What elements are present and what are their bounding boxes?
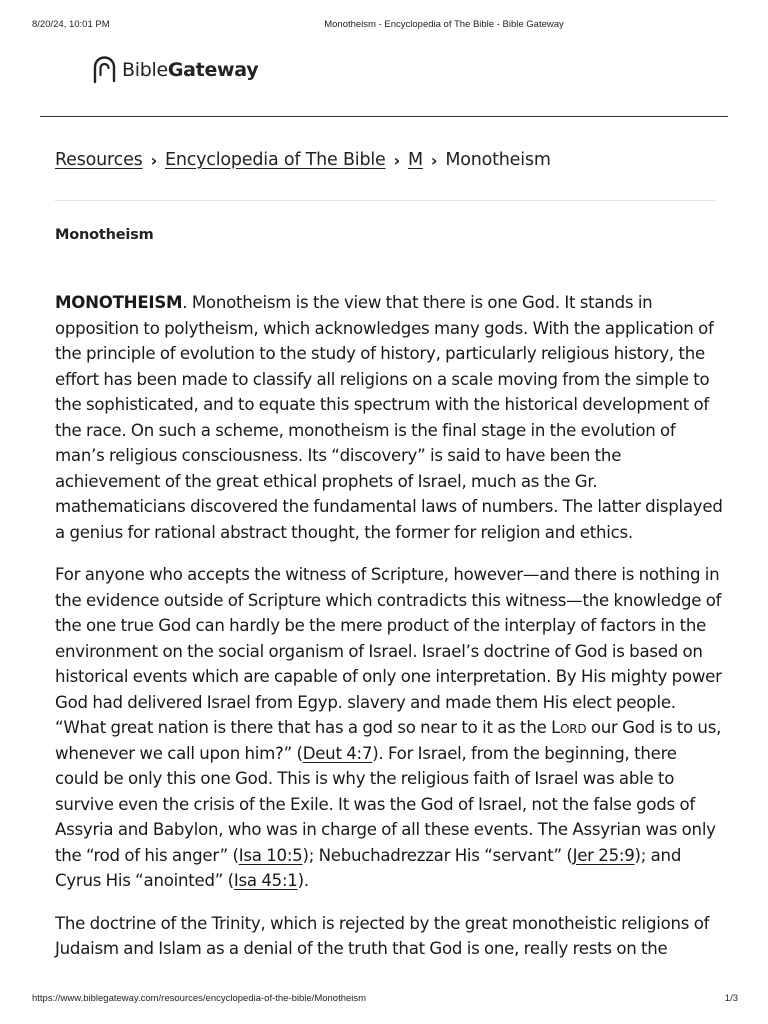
scripture-ref-isa-45-1[interactable]: Isa 45:1 xyxy=(233,871,298,890)
print-url: https://www.biblegateway.com/resources/encyclopedia-of-the-bible/Monotheism xyxy=(32,993,367,1004)
breadcrumb xyxy=(55,150,551,170)
article-title: Monotheism xyxy=(55,227,154,243)
breadcrumb-resources[interactable]: Resources xyxy=(55,150,143,170)
header-divider xyxy=(40,116,728,117)
breadcrumb-separator-icon: › xyxy=(150,150,157,170)
paragraph-2-text-f: ). xyxy=(297,871,309,890)
breadcrumb-divider xyxy=(55,200,715,201)
breadcrumb-separator-icon: › xyxy=(430,150,438,170)
article-body xyxy=(55,290,723,979)
paragraph-2-text-e: ); and Cyrus His “anointed” ( xyxy=(55,845,682,890)
breadcrumb-current: Monotheism xyxy=(445,150,551,170)
scripture-ref-jer-25-9[interactable]: Jer 25:9 xyxy=(572,845,635,865)
paragraph-2-text-b: our God is to us, whenever we call upon him?” ( xyxy=(55,718,722,763)
scripture-ref-isa-10-5[interactable]: Isa 10:5 xyxy=(238,845,303,865)
paragraph-1-text: . Monotheism is the view that there is one God. It stands in opposition to polytheism, which acknowledges many gods. With the application of the principle of evolution to the study of history, particularly religious history, the effort has been made to classify all religions on a scale moving from the simple to the sophisticated, and to equate this spectrum with the historical development of the race. On such a scheme, monotheism is the final stage in the evolution of man’s religious consciousness. Its “discovery” is said to have been the achievement of the great ethical prophets of Israel, much as the Gr. mathematicians discovered the fundamental laws of numbers. The latter displayed a genius for rational abstract thought, the former for religion and ethics. xyxy=(55,293,723,542)
breadcrumb-separator-icon: › xyxy=(393,150,400,170)
paragraph-2 xyxy=(55,562,723,894)
paragraph-2-text-d: ); Nebuchadrezzar His “servant” ( xyxy=(302,845,573,865)
paragraph-1 xyxy=(55,290,723,545)
paragraph-2-text-c: ). For Israel, from the beginning, there could be only this one God. This is why the religious faith of Israel was able to survive even the crisis of the Exile. It was the God of Israel, not the false gods of Assyria and Babylon, who was in charge of all these events. The Assyrian was only the “rod of his anger” ( xyxy=(55,743,716,865)
logo-text-bold: Gateway xyxy=(167,59,259,81)
print-page-number: 1/3 xyxy=(724,993,738,1004)
print-header xyxy=(0,0,768,30)
paragraph-3: The doctrine of the Trinity, which is rejected by the great monotheistic religions of Judaism and Islam as a denial of the truth that God is one, really rests on the xyxy=(55,913,710,958)
print-page-title: Monotheism - Encyclopedia of The Bible - Bible Gateway xyxy=(324,19,564,30)
breadcrumb-encyclopedia[interactable]: Encyclopedia of The Bible xyxy=(164,150,386,170)
lord-small-caps: Lord xyxy=(551,718,587,737)
bible-gateway-logo[interactable] xyxy=(92,54,258,86)
logo-text-light: Bible xyxy=(122,59,168,81)
scripture-ref-deut-4-7[interactable]: Deut 4:7 xyxy=(302,743,373,763)
breadcrumb-letter-m[interactable]: M xyxy=(408,150,423,170)
entry-term: MONOTHEISM xyxy=(55,293,183,312)
logo-wordmark xyxy=(122,59,258,81)
bible-gateway-arch-icon xyxy=(92,55,118,85)
print-datetime: 8/20/24, 10:01 PM xyxy=(32,19,110,30)
paragraph-2-text-a: For anyone who accepts the witness of Scripture, however—and there is nothing in the evidence outside of Scripture which contradicts this witness—the knowledge of the one true God can hardly be the mere product of the interplay of factors in the environment on the social organism of Israel. Israel’s doctrine of God is based on historical events which are capable of only one interpretation. By His mighty power God had delivered Israel from Egyp. slavery and made them His elect people. “What great nation is there that has a god so near to it as the xyxy=(55,565,722,737)
